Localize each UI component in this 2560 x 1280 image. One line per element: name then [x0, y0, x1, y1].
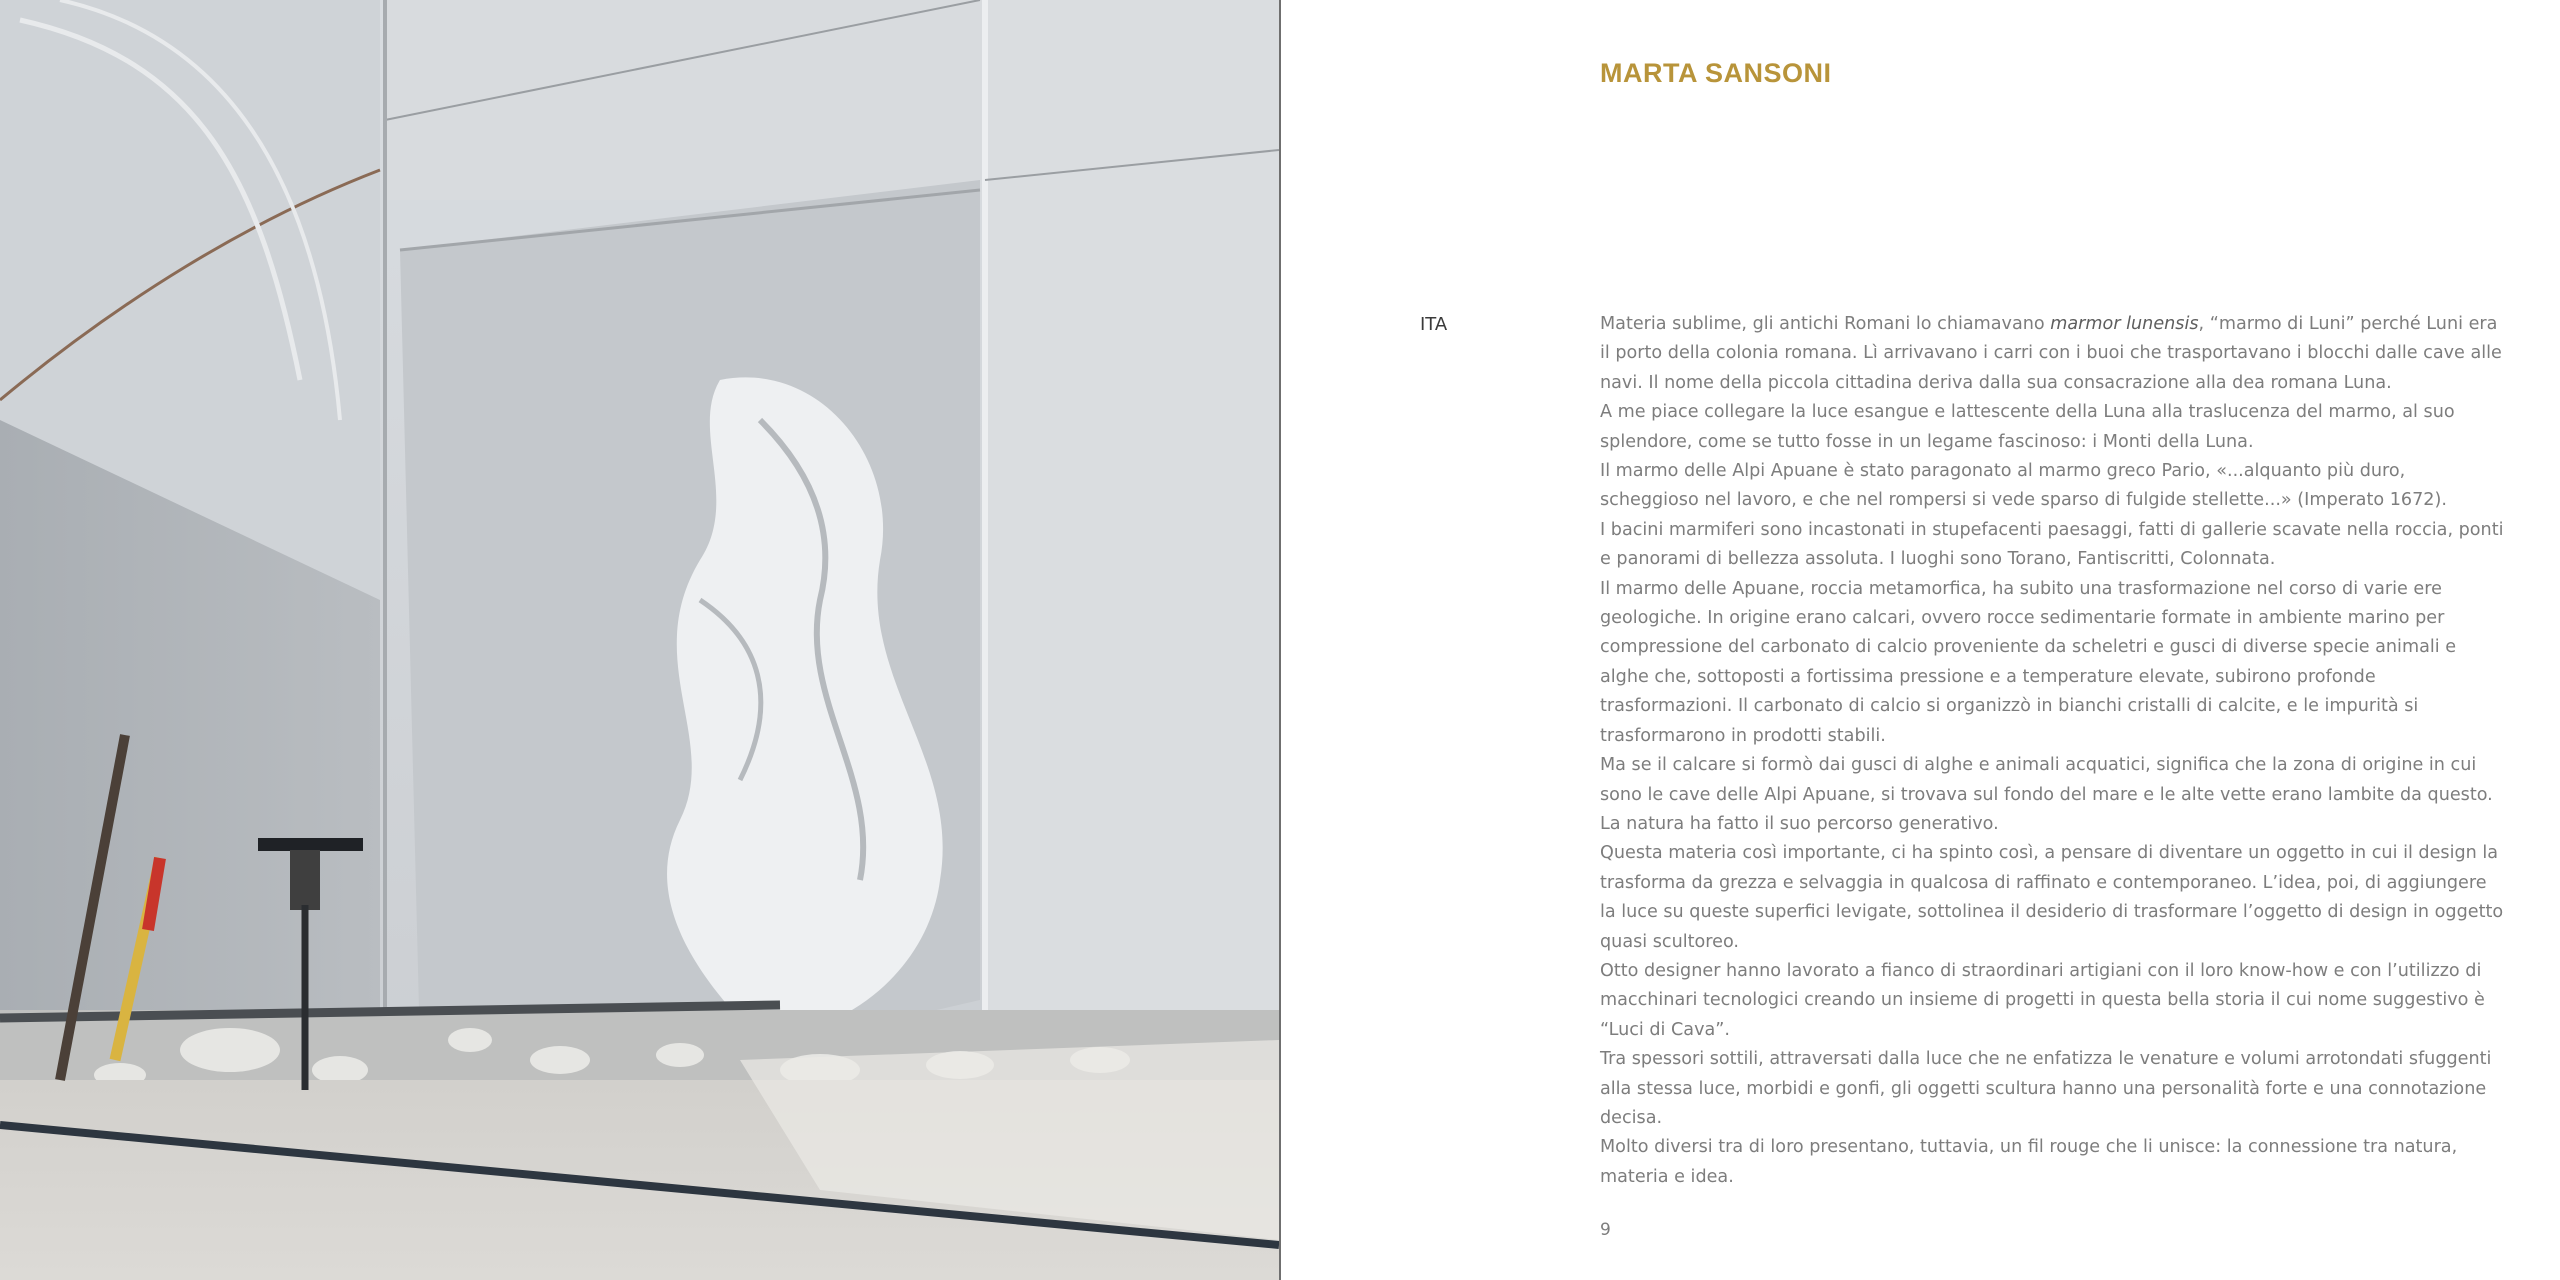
paragraph: I bacini marmiferi sono incastonati in stupefacenti paesaggi, fatti di gallerie scavate nella roccia, ponti e panorami di bellezza assoluta. I luoghi sono Torano, Fantiscritti, Colonnata. — [1600, 519, 2504, 570]
paragraph: Otto designer hanno lavorato a fianco di straordinari artigiani con il loro know-how e con l’utilizzo di macchinari tecnologici creando un insieme di progetti in questa bella storia il cui nome suggestivo è “Luci di Cava”. — [1600, 960, 2485, 1040]
paragraph: Materia sublime, gli antichi Romani lo chiamavano marmor lunensis, “marmo di Luni” perché Luni era il porto della colonia romana. Lì arrivavano i carri con i buoi che trasportavano i blocchi dalle cave alle navi. Il nome della piccola cittadina deriva dalla sua consacrazione alla dea romana Luna. — [1600, 314, 2502, 393]
paragraph: Tra spessori sottili, attraversati dalla luce che ne enfatizza le venature e volumi arrotondati sfuggenti alla stessa luce, morbidi e gonfi, gli oggetti scultura hanno una personalità forte e una connotazione decisa. — [1600, 1049, 2492, 1128]
paragraph: Ma se il calcare si formò dai gusci di alghe e animali acquatici, significa che la zona di origine in cui sono le cave delle Alpi Apuane, si trovava sul fondo del mare e le alte vette erano lambite da questo. La natura ha fatto il suo percorso generativo. — [1600, 755, 2493, 834]
paragraph: A me piace collegare la luce esangue e lattescente della Luna alla traslucenza del marmo, al suo splendore, come se tutto fosse in un legame fascinoso: i Monti della Luna. — [1600, 402, 2455, 452]
marble-quarry-illustration — [0, 0, 1279, 1280]
italic-term: marmor lunensis — [2050, 314, 2199, 334]
paragraph: Questa materia così importante, ci ha spinto così, a pensare di diventare un oggetto in cui il design la trasforma da grezza e selvaggia in qualcosa di raffinato e contemporaneo. L’idea, poi, di aggiungere la luce su queste superfici levigate, sottolinea il desiderio di trasformare l’oggetto di design in oggetto quasi scultoreo. — [1600, 843, 2504, 952]
page-gutter-divider — [1279, 0, 1281, 1280]
marble-quarry-photo — [0, 0, 1279, 1280]
author-name: MARTA SANSONI — [1600, 58, 1832, 88]
body-text — [1600, 310, 2505, 1192]
page-number: 9 — [1600, 1220, 1611, 1240]
paragraph: Il marmo delle Apuane, roccia metamorfica, ha subito una trasformazione nel corso di varie ere geologiche. In origine erano calcari, ovvero rocce sedimentarie formate in ambiente marino per compressione del carbonato di calcio proveniente da scheletri e gusci di diverse specie animali e alghe che, sottoposti a fortissima pressione e a temperature elevate, subirono profonde trasformazioni. Il carbonato di calcio si organizzò in bianchi cristalli di calcite, e le impurità si trasformarono in prodotti stabili. — [1600, 578, 2457, 746]
language-label: ITA — [1420, 314, 1448, 335]
paragraph: Il marmo delle Alpi Apuane è stato paragonato al marmo greco Pario, «...alquanto più duro, scheggioso nel lavoro, e che nel rompersi si vede sparso di fulgide stellette...» (Imperato 1672). — [1600, 461, 2447, 511]
paragraph: Molto diversi tra di loro presentano, tuttavia, un fil rouge che li unisce: la connessione tra natura, materia e idea. — [1600, 1137, 2458, 1187]
